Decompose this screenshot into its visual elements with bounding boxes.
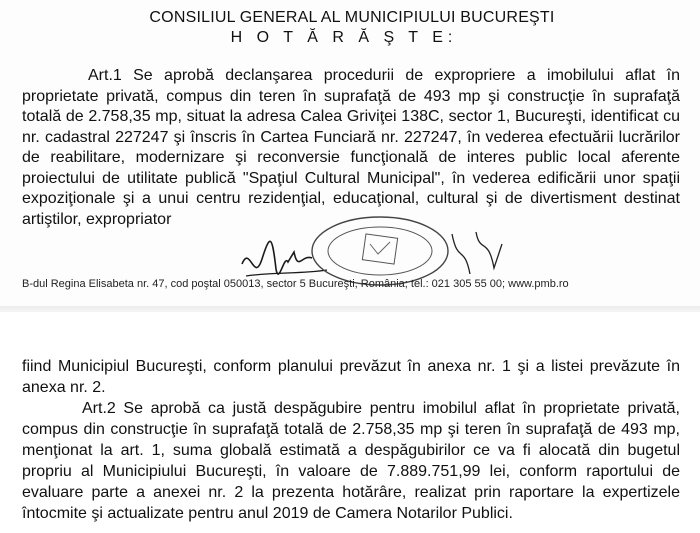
decision-title: H O T Ă R Ă Ş T E: (230, 29, 458, 46)
institution-title: CONSILIUL GENERAL AL MUNICIPIULUI BUCUREŞTI (149, 9, 555, 26)
article-1-continuation: fiind Municipiul Bucureşti, conform planului prevăzut în anexa nr. 1 şi a listei prevăzute în anexa nr. 2. (22, 358, 680, 396)
footer-address: B-dul Regina Elisabeta nr. 47, cod poştal 050013, sector 5 Bucureşti, România; tel.: 021 305 55 00; www.pmb.ro (22, 278, 569, 290)
article-1-text: Art.1 Se aprobă declanşarea procedurii de expropriere a imobilului aflat în proprietate privată, compus din teren în suprafaţă de 493 mp şi construcţie în suprafaţă totală de 2.758,35 mp, situat la adresa Calea Griviţei 138C, sector 1, Bucureşti, identificat cu nr. cadastral 227247 şi înscris în Cartea Funciară nr. 227247, în vederea efectuării lucrărilor de reabilitare, modernizare şi reconversie funcţională de interes public local aferente proiectului de utilitate publică "Spaţiul Cultural Municipal", în vederea edificării unor spaţii expoziţionale şi a unui centru rezidenţial, educaţional, cultural şi de divertisment destinat artiştilor, expropriator (22, 67, 680, 228)
article-2-text: Art.2 Se aprobă ca justă despăgubire pentru imobilul aflat în proprietate privată, compus din construcţie în suprafaţă totală de 2.758,35 mp şi teren în suprafaţă de 493 mp, menţionat la art. 1, suma globală estimată a despăgubirilor ce va fi alocată din bugetul propriu al Municipiului Bucureşti, în valoare de 7.889.751,99 lei, conform raportului de evaluare parte a anexei nr. 2 la prezenta hotărâre, realizat prin raportare la expertizele întocmite şi actualizate pentru anul 2019 de Camera Notarilor Publici. (22, 400, 680, 522)
